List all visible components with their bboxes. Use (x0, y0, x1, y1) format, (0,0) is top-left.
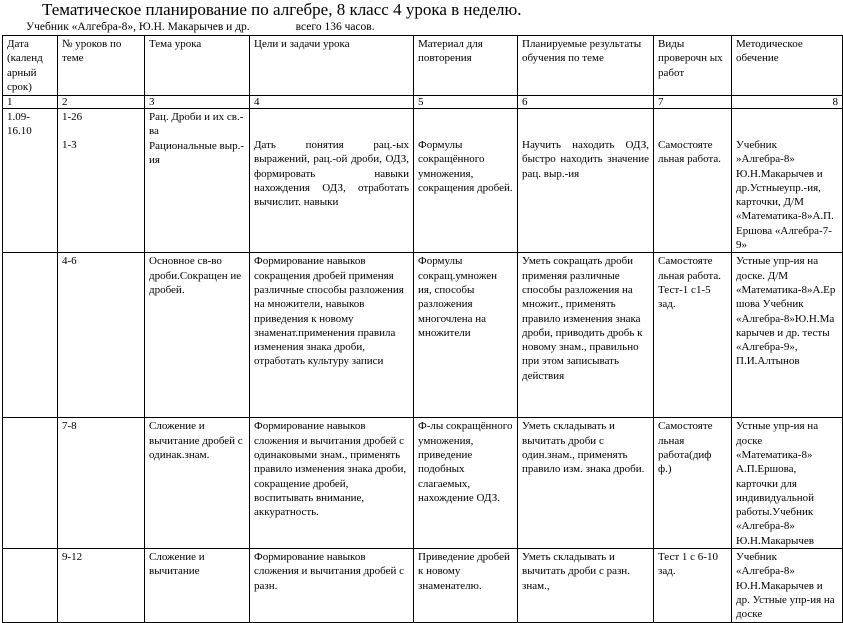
review-cell: Приведение дробей к новому знаменателю. (414, 549, 518, 622)
page-subtitle (26, 21, 375, 33)
lessons-cell: 9-12 (58, 549, 145, 622)
review-cell: Формулы сокращ.умножен ия, способы разложения многочлена на множители (414, 253, 518, 418)
lessons-cell: 7-8 (58, 418, 145, 549)
header-cell-goals: Цели и задачи урока (250, 36, 414, 96)
table-header-row (3, 36, 843, 96)
lesson-range: 1-26 (62, 111, 83, 123)
column-number-row (3, 96, 843, 109)
checks-cell: Самостояте льная работа(диф ф.) (654, 418, 732, 549)
table-row (3, 549, 843, 622)
date-cell (3, 418, 58, 549)
topic-name: Рациональные выр.-ия (149, 139, 245, 166)
header-cell-checks: Виды проверочн ых работ (654, 36, 732, 96)
column-number: 4 (250, 96, 414, 109)
results-cell: Научить находить ОДЗ, быстро находить значение рац. выр.-ия (518, 109, 654, 253)
header-cell-methods: Методическое обечение (732, 36, 843, 96)
results-cell: Уметь складывать и вычитать дроби с разн. знам., (518, 549, 654, 622)
goals-cell: Формирование навыков сложения и вычитания дробей с разн. (250, 549, 414, 622)
methods-cell: Устные упр-ия на доске. Д/М «Математика-8»А.Ершова Учебник «Алгебра-8»Ю.Н.Макарычев и др. тесты «Алгебра-9», П.И.Алтынов (732, 253, 843, 418)
header-cell-results: Планируемые результаты обучения по теме (518, 36, 654, 96)
goals-cell: Формирование навыков сложения и вычитания дробей с одинаковыми знам., применять правило изменения знака дроби, сокращение дробей, воспитывать внимание, аккуратность. (250, 418, 414, 549)
topic-cell: Сложение и вычитание дробей с одинак.знам. (145, 418, 250, 549)
topic-cell: Основное св-во дроби.Сокращен ие дробей. (145, 253, 250, 418)
checks-cell: Самостояте льная работа. Тест-1 с1-5 зад. (654, 253, 732, 418)
column-number: 6 (518, 96, 654, 109)
column-number: 5 (414, 96, 518, 109)
column-number: 3 (145, 96, 250, 109)
results-cell: Уметь сокращать дроби применяя различные способы разложения на множит., применять правило изменения знака дроби, приводить дробь к новому знам., правильно при этом записывать действия (518, 253, 654, 418)
planning-table (2, 35, 843, 623)
topic-cell (145, 109, 250, 253)
review-cell: Ф-лы сокращённого умножения, приведение подобных слагаемых, нахождение ОДЗ. (414, 418, 518, 549)
header-cell-date: Дата (календ арный срок) (3, 36, 58, 96)
checks-cell: Самостояте льная работа. (654, 109, 732, 253)
column-number: 7 (654, 96, 732, 109)
review-cell: Формулы сокращённого умножения, сокращения дробей. (414, 109, 518, 253)
header-cell-review: Материал для повторения (414, 36, 518, 96)
goals-cell: Формирование навыков сокращения дробей применяя различные способы разложения на множители, навыков приведения к новому знаменат.применения правила изменения знака дроби, отработать культуру записи (250, 253, 414, 418)
topic-section: Рац. Дроби и их св.-ва (149, 111, 244, 138)
methods-cell: Учебник «Алгебра-8» Ю.Н.Макарычев и др. Устные упр-ия на доске (732, 549, 843, 622)
methods-cell: Устные упр-ия на доске «Математика-8» А.П.Ершова, карточки для индивидуальной работы.Учебник «Алгебра-8» Ю.Н.Макарычев (732, 418, 843, 549)
date-cell: 1.09-16.10 (3, 109, 58, 253)
lesson-numbers: 1-3 (62, 139, 77, 152)
column-number: 1 (3, 96, 58, 109)
table-row (3, 109, 843, 253)
hours-label: всего 136 часов. (295, 21, 375, 33)
date-cell (3, 253, 58, 418)
page-title: Тематическое планирование по алгебре, 8 класс 4 урока в неделю. (42, 0, 522, 19)
column-number: 2 (58, 96, 145, 109)
results-cell: Уметь складывать и вычитать дроби с один.знам., применять правило изм. знака дроби. (518, 418, 654, 549)
textbook-label: Учебник «Алгебра-8», Ю.Н. Макарычев и др. (26, 21, 250, 33)
checks-cell: Тест 1 с 6-10 зад. (654, 549, 732, 622)
lessons-cell (58, 109, 145, 253)
goals-cell: Дать понятия рац.-ых выражений, рац.-ой дроби, ОДЗ, формировать навыки нахождения ОДЗ, отработать вычислит. навыки (250, 109, 414, 253)
methods-cell: Учебник »Алгебра-8» Ю.Н.Макарычев и др.Устныеупр.-ия, карточки, Д/М «Математика-8»А.П.Ершова «Алгебра-7-9» (732, 109, 843, 253)
lessons-cell: 4-6 (58, 253, 145, 418)
table-row (3, 418, 843, 549)
topic-cell: Сложение и вычитание (145, 549, 250, 622)
header-cell-topic: Тема урока (145, 36, 250, 96)
header-cell-lessons: № уроков по теме (58, 36, 145, 96)
date-cell (3, 549, 58, 622)
column-number: 8 (732, 96, 843, 109)
table-row (3, 253, 843, 418)
